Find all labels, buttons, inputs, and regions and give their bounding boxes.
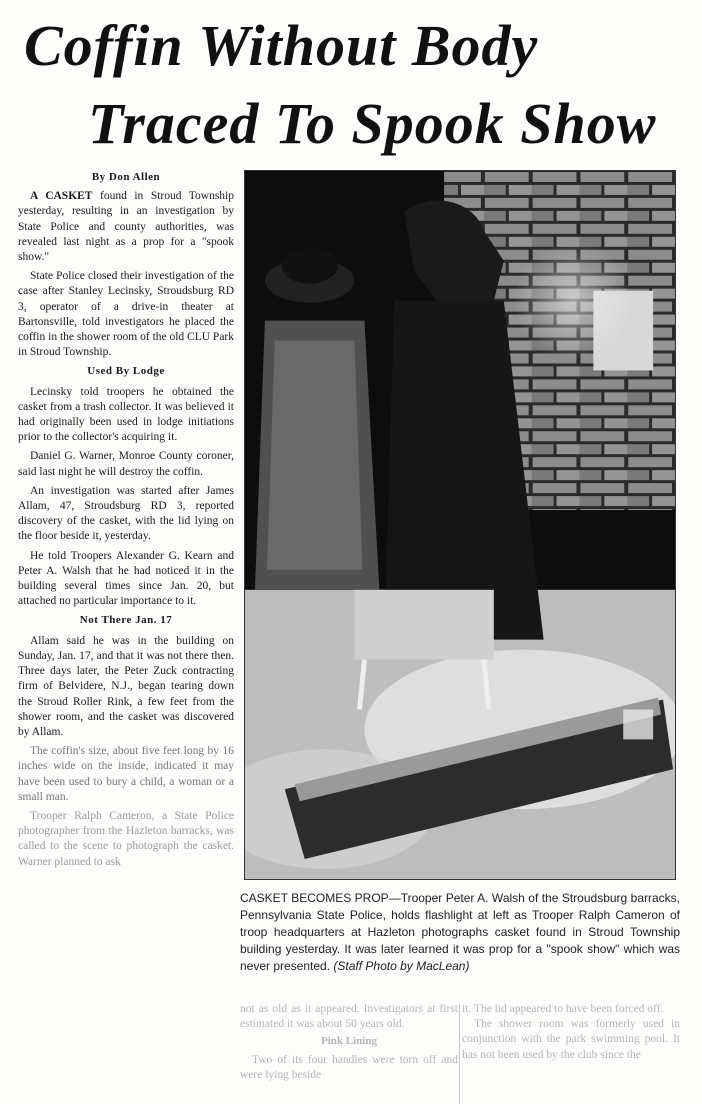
caption-text: CASKET BECOMES PROP—Trooper Peter A. Walsh of the Stroudsburg barracks, Pennsylvania State Police, holds flashlight at left as Trooper Ralph Cameron of troop headquarters at Hazleton photographs casket found in Stroud Township building yesterday. It was later learned it was prop for a "spook show" which was never presented. bbox=[240, 891, 680, 973]
article-paragraph-2: State Police closed their investigation of the case after Stanley Lecinsky, Stroudsburg RD 3, operator of a drive-in theater at Bartonsville, told investigators he placed the coffin in the shower room of the old CLU Park in Stroud Township. bbox=[18, 270, 234, 359]
subhead-pink-lining: Pink Lining bbox=[321, 1035, 377, 1048]
photo-credit: (Staff Photo by MacLean) bbox=[333, 959, 470, 973]
photo-caption bbox=[240, 890, 680, 975]
column-2-text-1: not as old as it appeared. Investigators at first estimated it was about 50 years old. bbox=[240, 1003, 458, 1031]
article-paragraph-7: Allam said he was in the building on Sunday, Jan. 17, and that it was not there then. Three days later, the Peter Zuck contracting firm of Belvidere, N.J., began tearing down the Stroud Roller Rink, a few feet from the shower room, and the casket was discovered by Allam. bbox=[18, 634, 234, 738]
column-2-text-2: Two of its four handles were torn off and were lying beside bbox=[240, 1053, 458, 1081]
article-paragraph-4: Daniel G. Warner, Monroe County coroner, said last night he will destroy the coffin. bbox=[18, 450, 234, 478]
lead-caps: A CASKET bbox=[30, 190, 93, 203]
article-column-middle bbox=[240, 1002, 458, 1104]
photo-illustration bbox=[245, 171, 675, 879]
column-3-text-2: The shower room was formerly used in conjunction with the park swimming pool. It has not been used by the club since the bbox=[462, 1018, 680, 1061]
article-column-right bbox=[462, 1002, 680, 1104]
subhead-not-there: Not There Jan. 17 bbox=[79, 614, 173, 627]
article-paragraph-8: The coffin's size, about five feet long by 16 inches wide on the inside, indicated it may have been used to bury a child, a woman or a small man. bbox=[18, 745, 234, 803]
column-3-text-1: it. The lid appeared to have been forced off. bbox=[462, 1003, 664, 1015]
article-paragraph-3: Lecinsky told troopers he obtained the casket from a trash collector. It was believed it had originally been used in lodge initiations prior to the collector's acquiring it. bbox=[18, 385, 234, 444]
paragraph-1-text: found in Stroud Township yesterday, resulting in an investigation by State Police and county authorities, was revealed last night as a prop for a "spook show." bbox=[18, 190, 234, 264]
article-paragraph-6: He told Troopers Alexander G. Kearn and Peter A. Walsh that he had noticed it in the building several times since Jan. 20, but attached no particular importance to it. bbox=[18, 549, 234, 608]
article-column-left bbox=[18, 170, 234, 1104]
headline-line-2: Traced To Spook Show bbox=[88, 91, 657, 156]
chair bbox=[354, 590, 493, 660]
subhead-used-by-lodge: Used By Lodge bbox=[87, 365, 165, 378]
article-paragraph-9: Trooper Ralph Cameron, a State Police photographer from the Hazleton barracks, was called to the scene to photograph the casket. Warner planned to ask bbox=[18, 809, 234, 868]
news-photo bbox=[244, 170, 676, 880]
headline-line-1: Coffin Without Body bbox=[24, 13, 539, 78]
byline: By Don Allen bbox=[91, 171, 161, 183]
article-paragraph-1 bbox=[18, 189, 234, 265]
article-paragraph-5: An investigation was started after James Allam, 47, Stroudsburg RD 3, reported discovery of the casket, with the lid lying on the floor beside it, yesterday. bbox=[18, 484, 234, 543]
column-divider bbox=[459, 1004, 460, 1104]
